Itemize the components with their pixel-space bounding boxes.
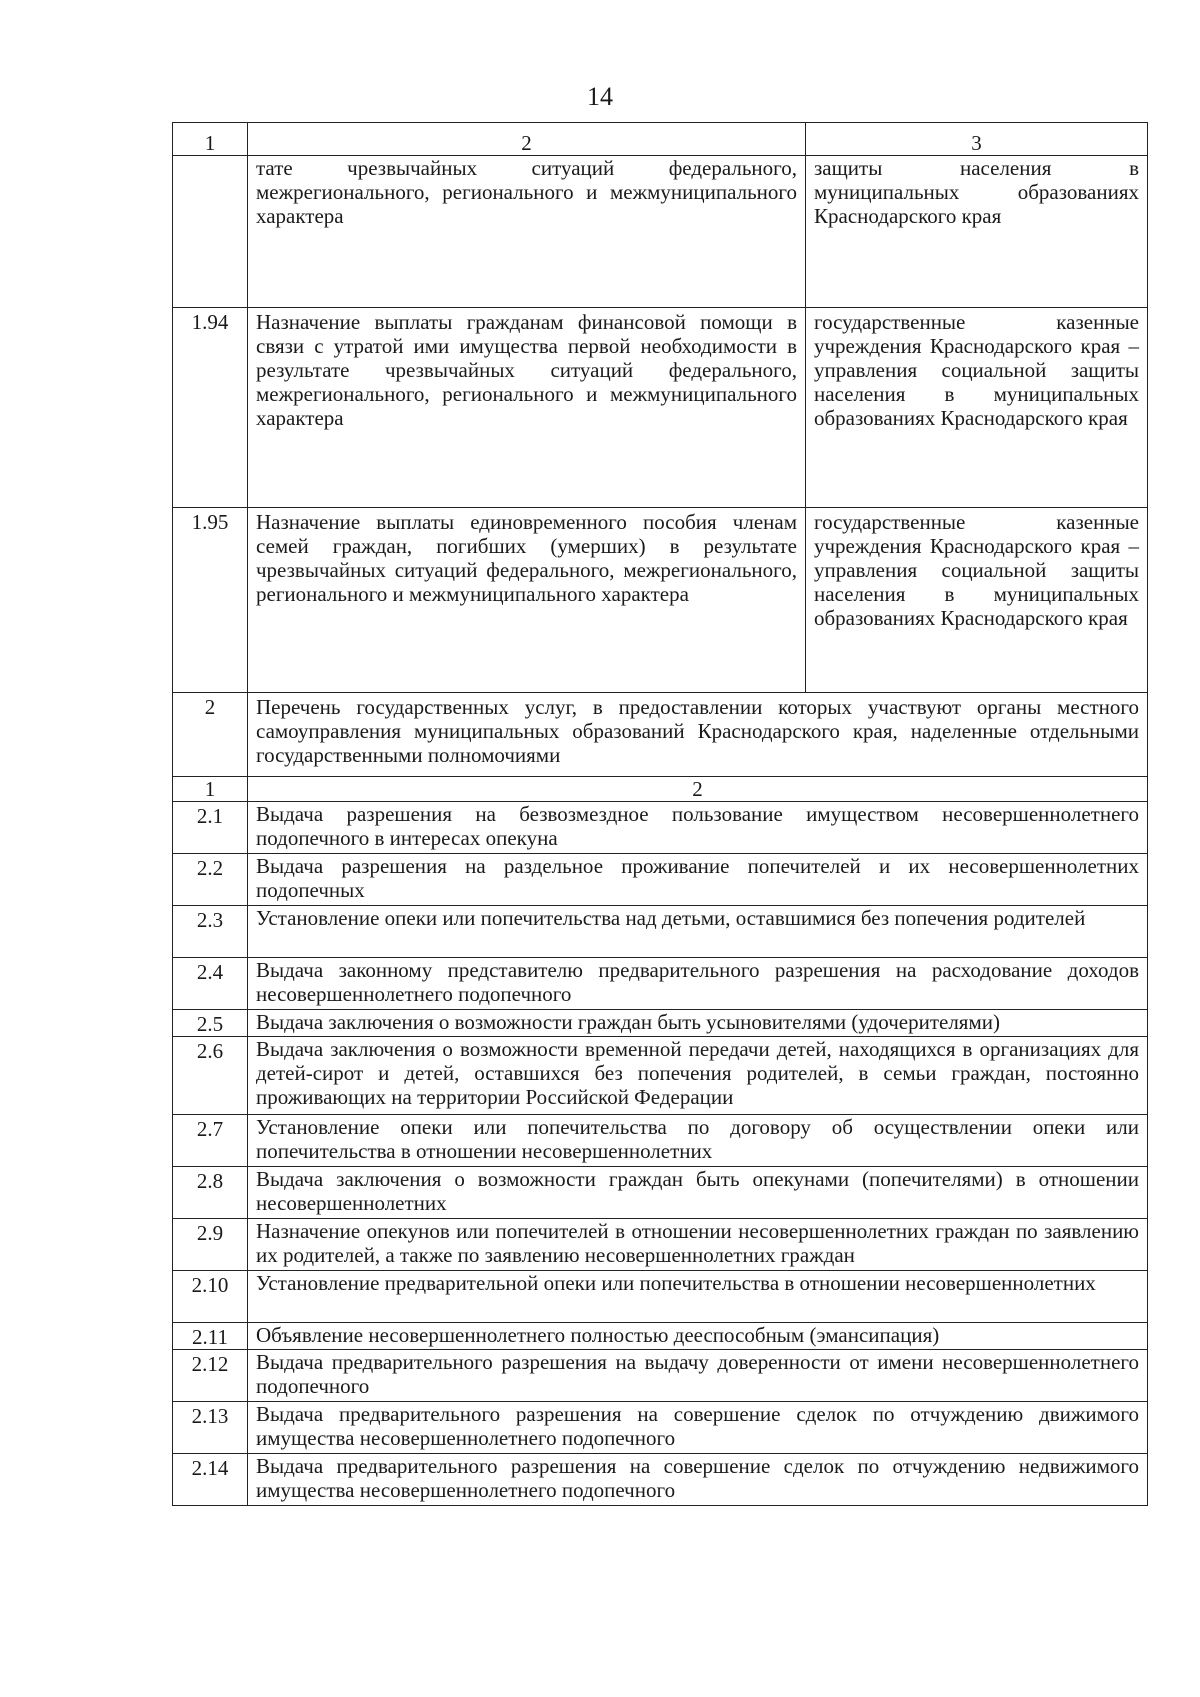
row-number: 2.13 (173, 1402, 248, 1454)
row-number: 2.10 (173, 1271, 248, 1323)
table-row (173, 1350, 1148, 1402)
table-row (173, 1115, 1148, 1167)
row-number: 2.6 (173, 1037, 248, 1115)
row-number: 2.1 (173, 802, 248, 854)
row-number: 2.5 (173, 1010, 248, 1037)
responsible-organization: государственные казенные учреждения Краснодарского края – управления социальной защиты населения в муниципальных образованиях Краснодарского края (806, 308, 1148, 508)
service-name: Выдача предварительного разрешения на совершение сделок по отчуждению недвижимого имущества несовершеннолетнего подопечного (248, 1454, 1148, 1506)
row-number: 2.11 (173, 1323, 248, 1350)
service-name: Выдача разрешения на безвозмездное пользование имуществом несовершеннолетнего подопечного в интересах опекуна (248, 802, 1148, 854)
page-number: 14 (587, 82, 613, 111)
row-number: 2.3 (173, 906, 248, 958)
services-table (172, 122, 1148, 1506)
table-row (173, 1454, 1148, 1506)
column-header-1: 1 (173, 123, 248, 156)
table-row (173, 1219, 1148, 1271)
service-name: Выдача разрешения на раздельное проживание попечителей и их несовершеннолетних подопечных (248, 854, 1148, 906)
service-name: Установление опеки или попечительства по договору об осуществлении опеки или попечительства в отношении несовершеннолетних (248, 1115, 1148, 1167)
table-row (173, 1167, 1148, 1219)
service-name: Назначение опекунов или попечителей в отношении несовершеннолетних граждан по заявлению их родителей, а также по заявлению несовершеннолетних граждан (248, 1219, 1148, 1271)
table-row (173, 1323, 1148, 1350)
responsible-organization: защиты населения в муниципальных образованиях Краснодарского края (806, 156, 1148, 308)
column-header-2: 2 (248, 777, 1148, 802)
row-number: 2.2 (173, 854, 248, 906)
table-row (173, 308, 1148, 508)
table-row (173, 1010, 1148, 1037)
row-number (173, 156, 248, 308)
service-name: Выдача предварительного разрешения на выдачу доверенности от имени несовершеннолетнего подопечного (248, 1350, 1148, 1402)
column-header-3: 3 (806, 123, 1148, 156)
row-number: 2.4 (173, 958, 248, 1010)
row-number: 2.8 (173, 1167, 248, 1219)
row-number: 1.95 (173, 508, 248, 693)
table-header-row (173, 123, 1148, 156)
service-name: тате чрезвычайных ситуаций федерального, межрегионального, регионального и межмуниципального характера (248, 156, 806, 308)
table-row (173, 906, 1148, 958)
service-name: Объявление несовершеннолетнего полностью дееспособным (эмансипация) (248, 1323, 1148, 1350)
section-title-row (173, 693, 1148, 777)
responsible-organization: государственные казенные учреждения Краснодарского края – управления социальной защиты населения в муниципальных образованиях Краснодарского края (806, 508, 1148, 693)
service-name: Выдача заключения о возможности временной передачи детей, находящихся в организациях для детей-сирот и детей, оставшихся без попечения родителей, в семьи граждан, постоянно проживающих на территории Российской Федерации (248, 1037, 1148, 1115)
table-row (173, 1037, 1148, 1115)
column-header-1: 1 (173, 777, 248, 802)
table-row (173, 1402, 1148, 1454)
row-number: 2.14 (173, 1454, 248, 1506)
row-number: 2.7 (173, 1115, 248, 1167)
row-number: 1.94 (173, 308, 248, 508)
table-row (173, 1271, 1148, 1323)
table-row (173, 156, 1148, 308)
service-name: Назначение выплаты гражданам финансовой помощи в связи с утратой ими имущества первой необходимости в результате чрезвычайных ситуаций федерального, межрегионального, регионального и межмуниципального характера (248, 308, 806, 508)
service-name: Выдача заключения о возможности граждан быть опекунами (попечителями) в отношении несовершеннолетних (248, 1167, 1148, 1219)
section-title: Перечень государственных услуг, в предоставлении которых участвуют органы местного самоуправления муниципальных образований Краснодарского края, наделенные отдельными государственными полномочиями (248, 693, 1148, 777)
service-name: Установление опеки или попечительства над детьми, оставшимися без попечения родителей (248, 906, 1148, 958)
row-number: 2.9 (173, 1219, 248, 1271)
table-row (173, 854, 1148, 906)
service-name: Выдача заключения о возможности граждан быть усыновителями (удочерителями) (248, 1010, 1148, 1037)
section-number: 2 (173, 693, 248, 777)
table-row (173, 958, 1148, 1010)
table-header-row (173, 777, 1148, 802)
table-row (173, 508, 1148, 693)
row-number: 2.12 (173, 1350, 248, 1402)
service-name: Выдача законному представителю предварительного разрешения на расходование доходов несовершеннолетнего подопечного (248, 958, 1148, 1010)
service-name: Назначение выплаты единовременного пособия членам семей граждан, погибших (умерших) в результате чрезвычайных ситуаций федерального, межрегионального, регионального и межмуниципального характера (248, 508, 806, 693)
service-name: Выдача предварительного разрешения на совершение сделок по отчуждению движимого имущества несовершеннолетнего подопечного (248, 1402, 1148, 1454)
service-name: Установление предварительной опеки или попечительства в отношении несовершеннолетних (248, 1271, 1148, 1323)
table-row (173, 802, 1148, 854)
section2-rows (173, 802, 1148, 1506)
column-header-2: 2 (248, 123, 806, 156)
